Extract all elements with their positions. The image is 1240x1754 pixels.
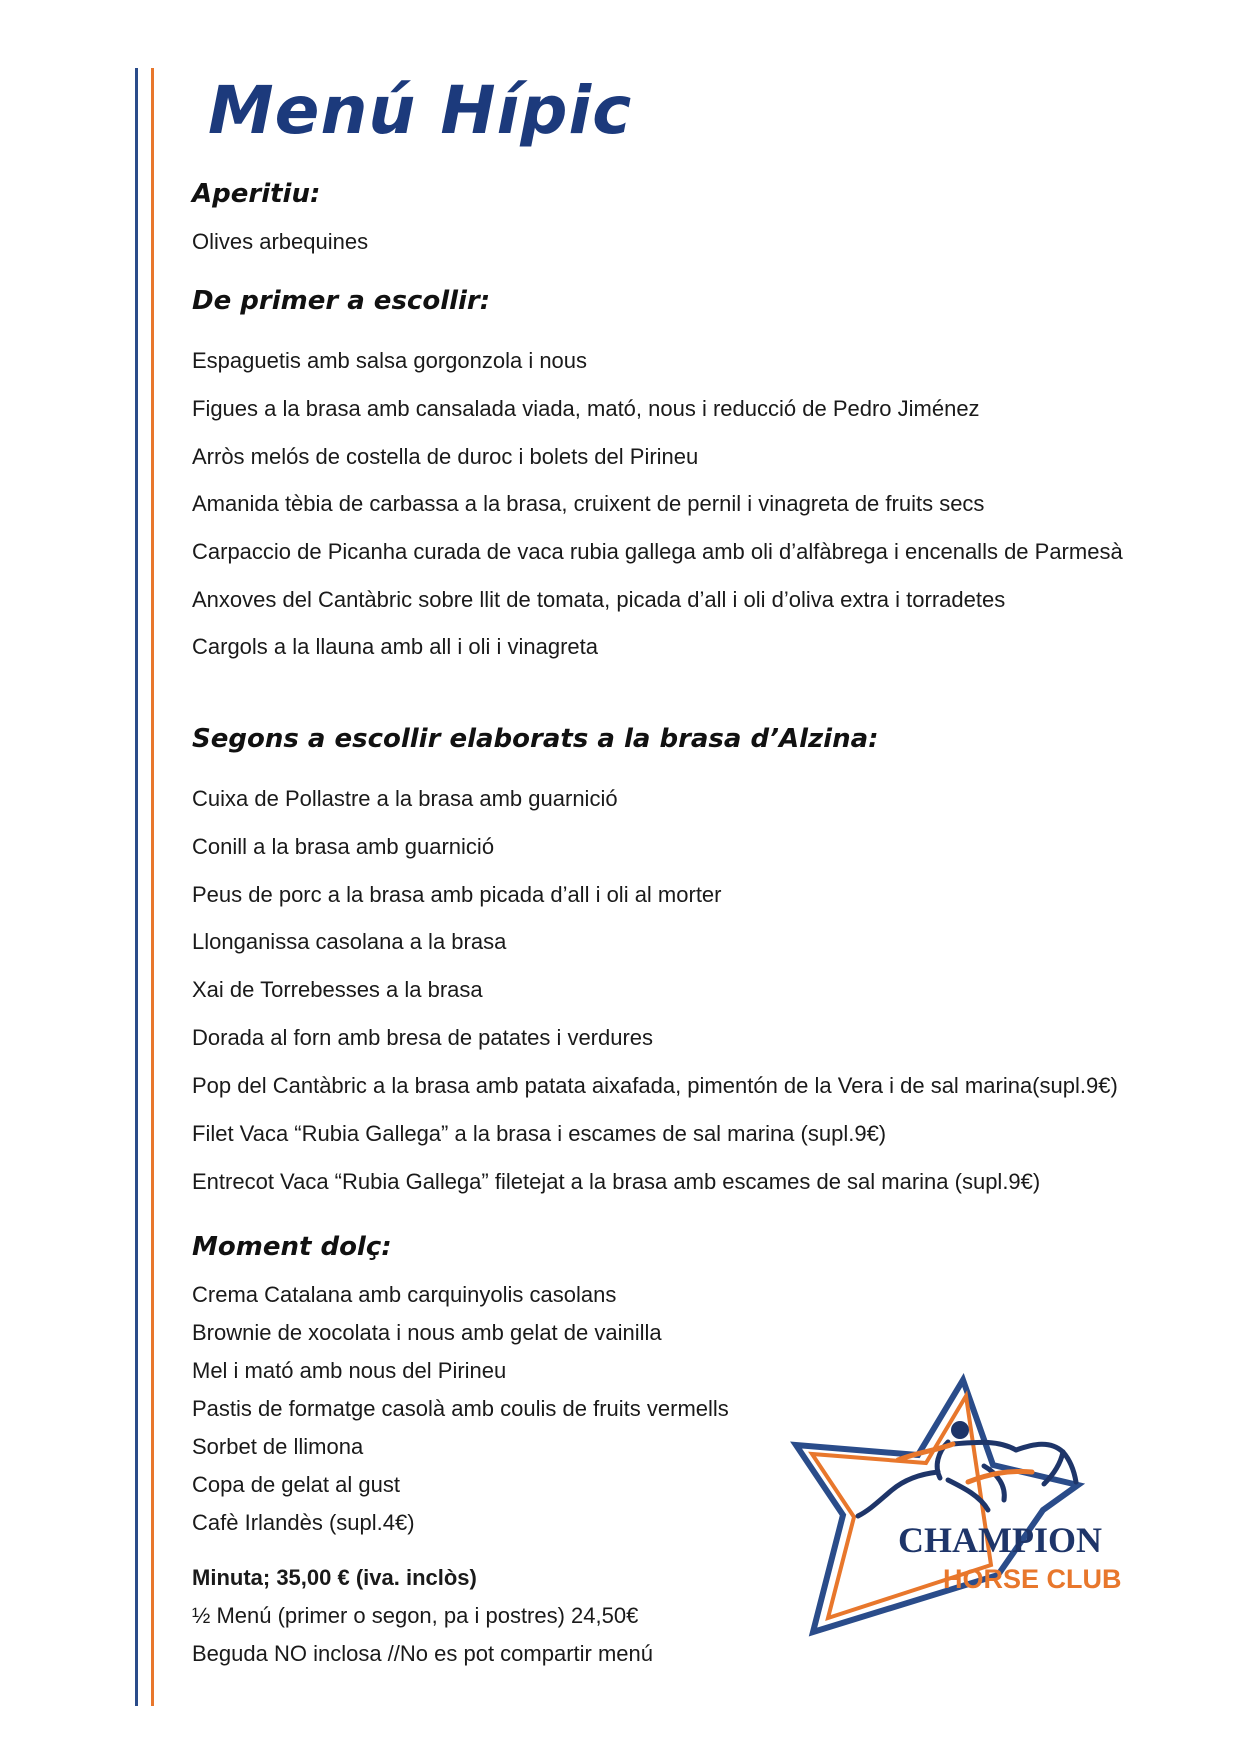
price-line: Minuta; 35,00 € (iva. inclòs) bbox=[192, 1565, 477, 1590]
segons-heading: Segons a escollir elaborats a la brasa d’Alzina: bbox=[192, 724, 879, 754]
postre-item: Sorbet de llimona bbox=[192, 1434, 364, 1459]
segon-item: Pop del Cantàbric a la brasa amb patata aixafada, pimentón de la Vera i de sal marina(supl.9€) bbox=[192, 1073, 1118, 1098]
postre-item: Mel i mató amb nous del Pirineu bbox=[192, 1358, 507, 1383]
menu-title: Menú Hípic bbox=[208, 72, 633, 149]
primer-item: Arròs melós de costella de duroc i bolets del Pirineu bbox=[192, 444, 699, 469]
postre-item: Copa de gelat al gust bbox=[192, 1472, 400, 1497]
postre-item: Cafè Irlandès (supl.4€) bbox=[192, 1510, 415, 1535]
segon-item: Llonganissa casolana a la brasa bbox=[192, 929, 507, 954]
star-outline-icon bbox=[796, 1380, 1078, 1632]
logo-line-1: CHAMPION bbox=[898, 1520, 1102, 1560]
primer-item: Figues a la brasa amb cansalada viada, mató, nous i reducció de Pedro Jiménez bbox=[192, 396, 980, 421]
half-menu-line: ½ Menú (primer o segon, pa i postres) 24,50€ bbox=[192, 1603, 639, 1628]
champion-horse-club-logo bbox=[788, 1370, 1138, 1640]
primer-item: Anxoves del Cantàbric sobre llit de tomata, picada d’all i oli d’oliva extra i torradetes bbox=[192, 587, 1006, 612]
primer-item: Carpaccio de Picanha curada de vaca rubia gallega amb oli d’alfàbrega i encenalls de Parmesà bbox=[192, 539, 1123, 564]
postre-item: Crema Catalana amb carquinyolis casolans bbox=[192, 1282, 617, 1307]
postre-item: Pastis de formatge casolà amb coulis de fruits vermells bbox=[192, 1396, 729, 1421]
primer-item: Espaguetis amb salsa gorgonzola i nous bbox=[192, 348, 588, 373]
primers-heading: De primer a escollir: bbox=[192, 286, 491, 316]
aperitiu-item: Olives arbequines bbox=[192, 229, 369, 254]
aperitiu-heading: Aperitiu: bbox=[192, 179, 321, 209]
segon-item: Cuixa de Pollastre a la brasa amb guarnició bbox=[192, 786, 618, 811]
segon-item: Dorada al forn amb bresa de patates i verdures bbox=[192, 1025, 654, 1050]
logo-line-2: HORSE CLUB bbox=[943, 1564, 1122, 1594]
postres-heading: Moment dolç: bbox=[192, 1232, 392, 1262]
decorative-orange-line bbox=[151, 68, 154, 1706]
drinks-note-line: Beguda NO inclosa //No es pot compartir menú bbox=[192, 1641, 654, 1666]
segon-item: Xai de Torrebesses a la brasa bbox=[192, 977, 483, 1002]
decorative-blue-line bbox=[135, 68, 138, 1706]
postre-item: Brownie de xocolata i nous amb gelat de vainilla bbox=[192, 1320, 662, 1345]
segon-item: Filet Vaca “Rubia Gallega” a la brasa i escames de sal marina (supl.9€) bbox=[192, 1121, 887, 1146]
segon-item: Entrecot Vaca “Rubia Gallega” filetejat a la brasa amb escames de sal marina (supl.9€) bbox=[192, 1169, 1041, 1194]
primer-item: Cargols a la llauna amb all i oli i vinagreta bbox=[192, 634, 598, 659]
segon-item: Peus de porc a la brasa amb picada d’all i oli al morter bbox=[192, 882, 722, 907]
horse-rider-icon bbox=[858, 1421, 1076, 1516]
segon-item: Conill a la brasa amb guarnició bbox=[192, 834, 495, 859]
primer-item: Amanida tèbia de carbassa a la brasa, cruixent de pernil i vinagreta de fruits secs bbox=[192, 491, 985, 516]
